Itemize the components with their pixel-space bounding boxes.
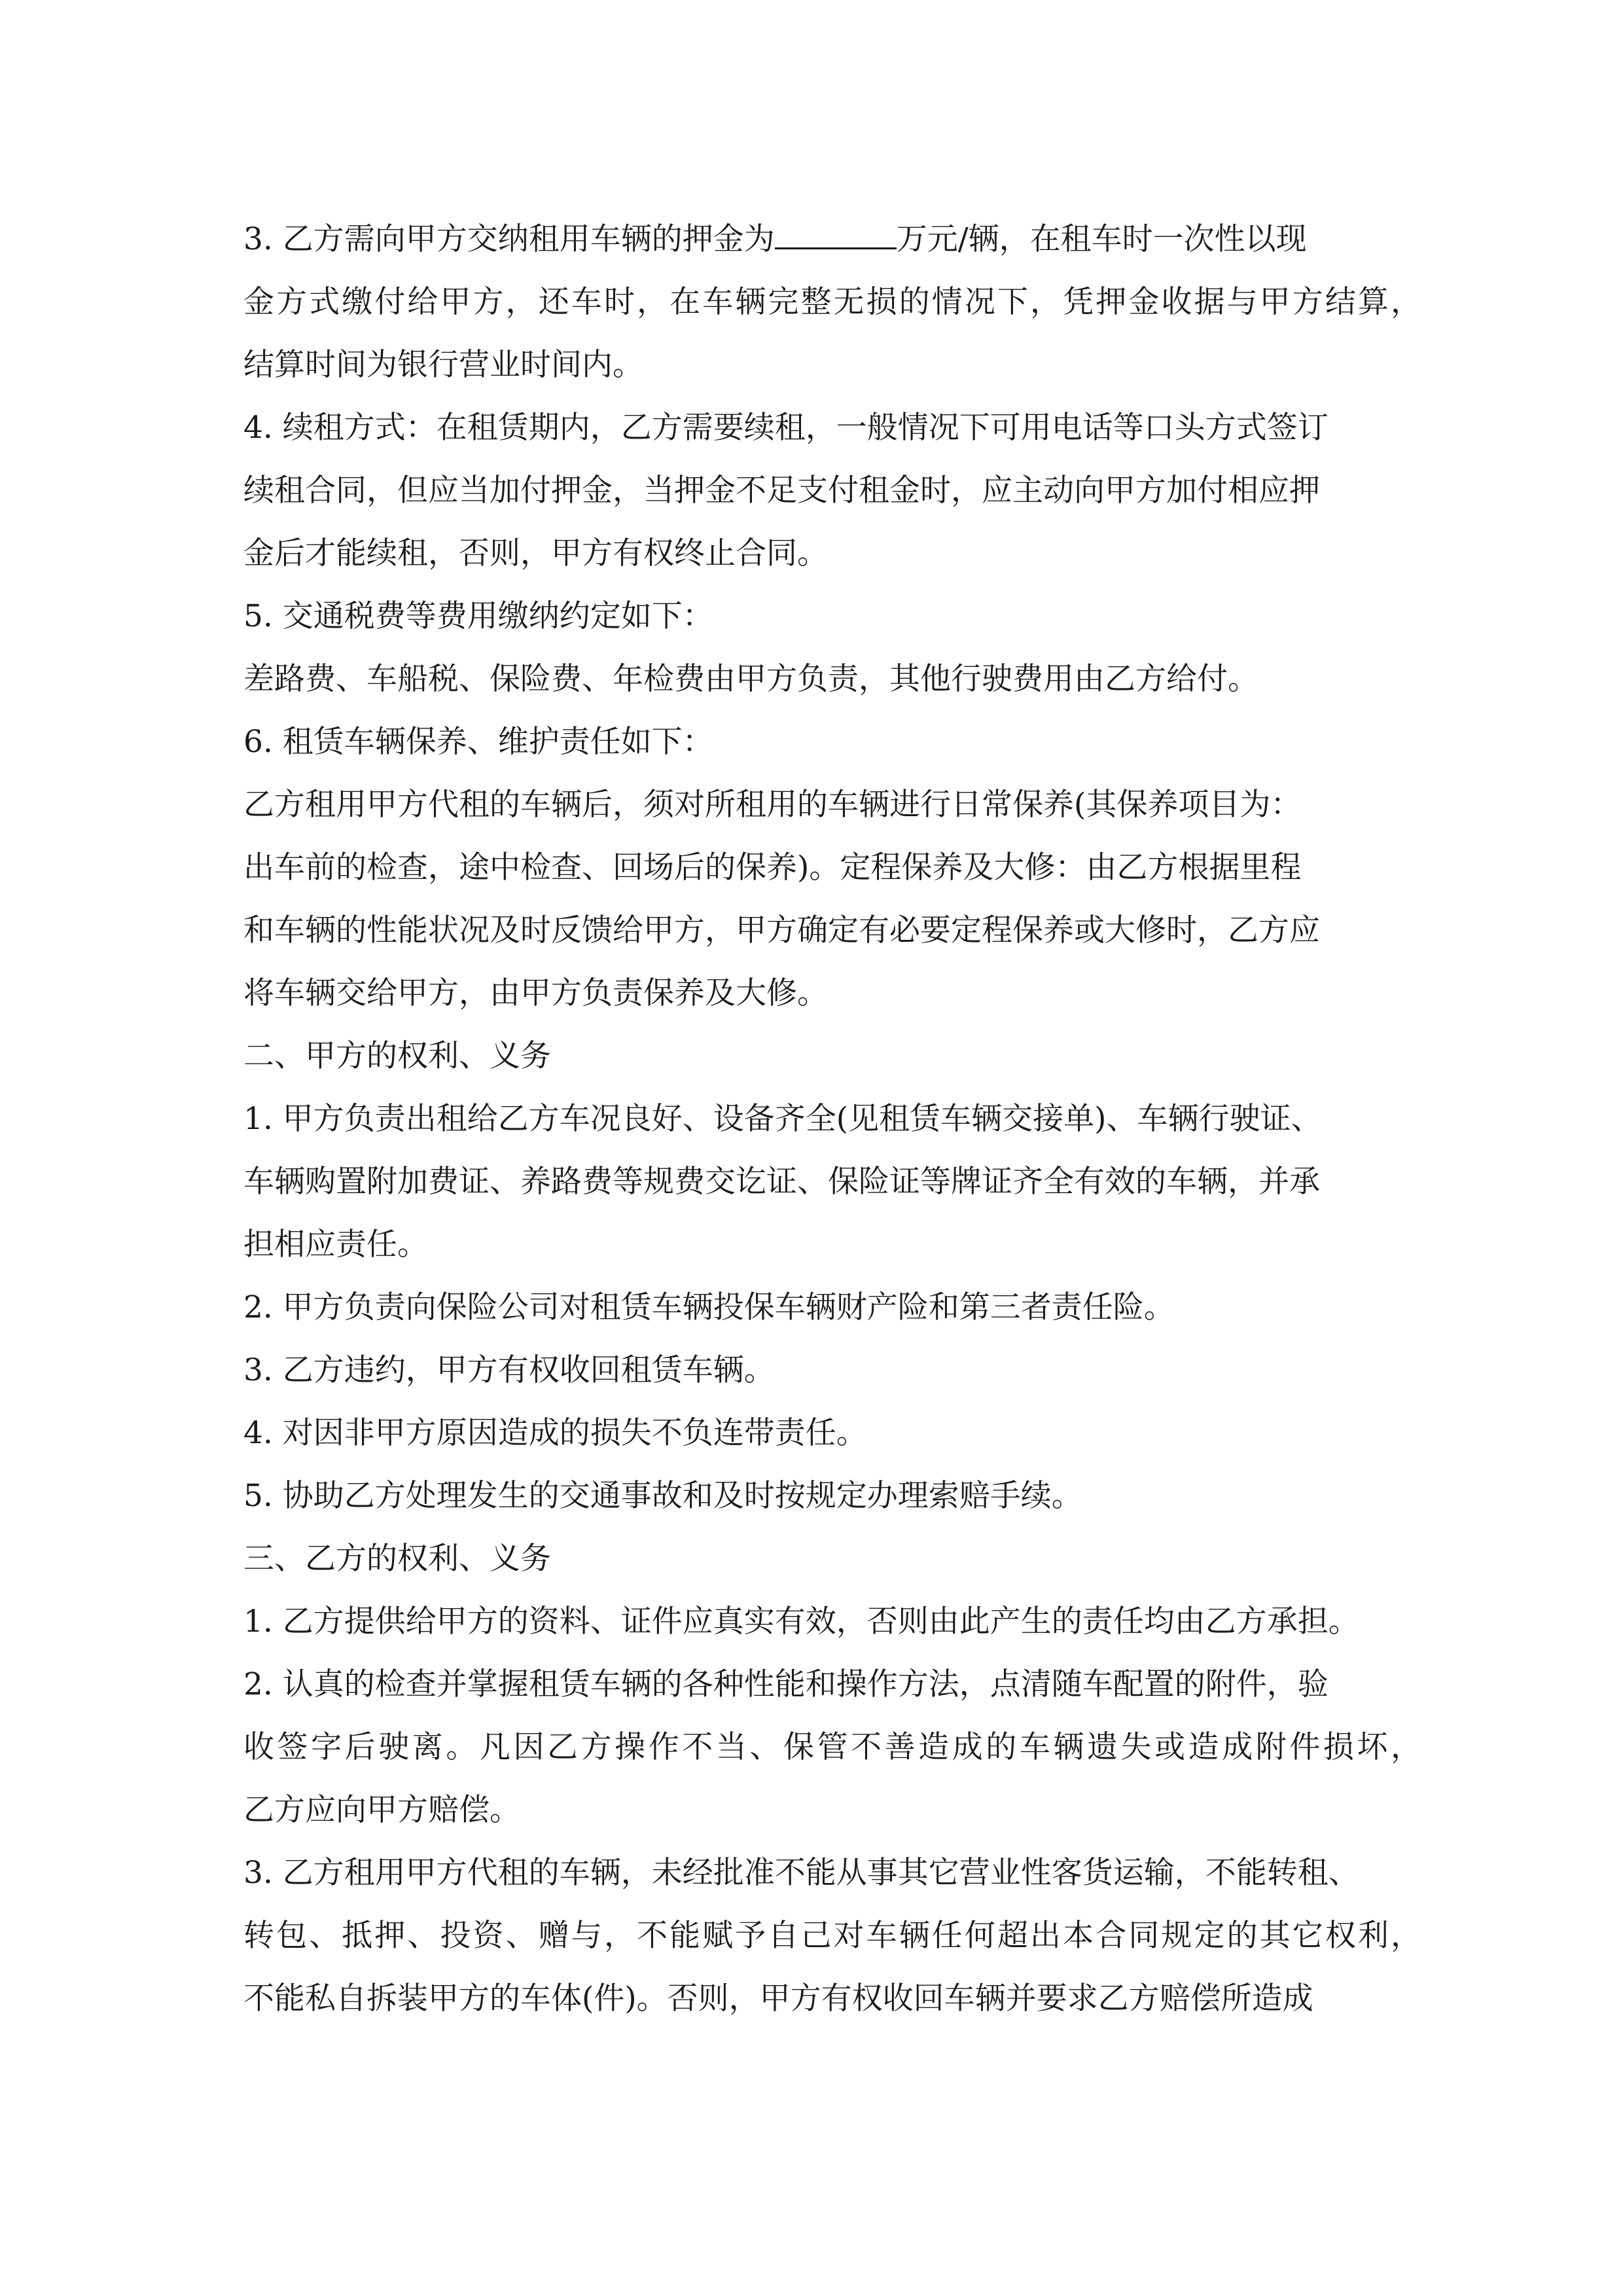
text-line: 3. 乙方需向甲方交纳租用车辆的押金为 万元/辆，在租车时一次性以现	[243, 208, 1421, 271]
text-line: 1. 乙方提供给甲方的资料、证件应真实有效，否则由此产生的责任均由乙方承担。	[243, 1604, 1359, 1640]
text-line: 5. 协助乙方处理发生的交通事故和及时按规定办理索赔手续。	[243, 1478, 1082, 1514]
document-body	[243, 208, 1421, 2030]
fill-in-blank	[775, 219, 897, 249]
text-line: 车辆购置附加费证、养路费等规费交讫证、保险证等牌证齐全有效的车辆，并承	[243, 1164, 1320, 1200]
text-line: 2. 甲方负责向保险公司对租赁车辆投保车辆财产险和第三者责任险。	[243, 1289, 1175, 1325]
text-line: 差路费、车船税、保险费、年检费由甲方负责，其他行驶费用由乙方给付。	[243, 661, 1258, 697]
section-heading: 三、乙方的权利、义务	[243, 1541, 551, 1577]
text-line: 续租合同，但应当加付押金，当押金不足支付租金时，应主动向甲方加付相应押	[243, 473, 1320, 509]
text-line: 4. 对因非甲方原因造成的损失不负连带责任。	[243, 1415, 867, 1451]
text-line: 金方式缴付给甲方，还车时，在车辆完整无损的情况下，凭押金收据与甲方结算，	[243, 284, 1421, 320]
text-line: 转包、抵押、投资、赠与，不能赋予自己对车辆任何超出本合同规定的其它权利，	[243, 1918, 1421, 1954]
text-line: 6. 租赁车辆保养、维护责任如下：	[243, 724, 713, 760]
text-line: 结算时间为银行营业时间内。	[243, 347, 643, 383]
text-line: 乙方应向甲方赔偿。	[243, 1792, 520, 1828]
text-line: 金后才能续租，否则，甲方有权终止合同。	[243, 535, 828, 571]
text-line: 将车辆交给甲方，由甲方负责保养及大修。	[243, 975, 828, 1011]
text-line: 4. 续租方式：在租赁期内，乙方需要续租，一般情况下可用电话等口头方式签订	[243, 410, 1329, 446]
text-line: 1. 甲方负责出租给乙方车况良好、设备齐全(见租赁车辆交接单)、车辆行驶证、	[243, 1101, 1322, 1137]
text-line: 出车前的检查，途中检查、回场后的保养)。定程保养及大修：由乙方根据里程	[243, 850, 1302, 886]
text-line: 3. 乙方违约，甲方有权收回租赁车辆。	[243, 1352, 775, 1388]
text-line: 乙方租用甲方代租的车辆后，须对所租用的车辆进行日常保养(其保养项目为：	[243, 787, 1302, 823]
text-line: 2. 认真的检查并掌握租赁车辆的各种性能和操作方法，点清随车配置的附件，验	[243, 1666, 1329, 1702]
text-line: 不能私自拆装甲方的车体(件)。否则，甲方有权收回车辆并要求乙方赔偿所造成	[243, 1981, 1313, 2017]
text-line: 3. 乙方租用甲方代租的车辆，未经批准不能从事其它营业性客货运输，不能转租、	[243, 1855, 1359, 1891]
text-line: 收签字后驶离。凡因乙方操作不当、保管不善造成的车辆遗失或造成附件损坏，	[243, 1729, 1421, 1765]
text-line: 和车辆的性能状况及时反馈给甲方，甲方确定有必要定程保养或大修时，乙方应	[243, 912, 1320, 948]
section-heading: 二、甲方的权利、义务	[243, 1038, 551, 1074]
text-line: 担相应责任。	[243, 1227, 428, 1263]
text-line: 5. 交通税费等费用缴纳约定如下：	[243, 598, 713, 634]
